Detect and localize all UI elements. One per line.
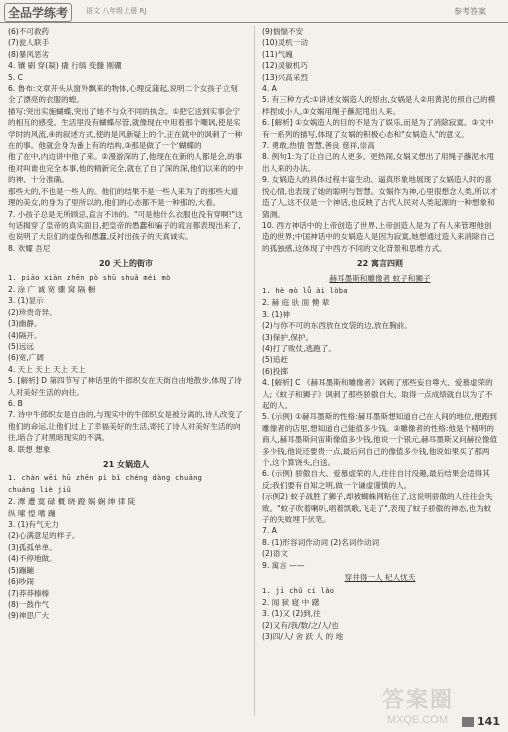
pinyin-line: 1. chàn wēi hū zhēn pì bǐ chéng dàng chuǎng [8,474,203,483]
text-line: 4. A [262,84,277,94]
text-line: 8. 欢耀 吾尼 [8,243,51,253]
text-line: (3)孤孤单单。 [8,542,57,552]
page-number-text: 141 [477,715,500,728]
text-line: (9)神思广大 [8,611,50,621]
text-line: (12)灵敏机巧 [262,61,308,71]
text-line: 8. 联想 想象 [8,444,51,454]
text-line: (2)与你不可的东西放在皮袋的边,放在胸前。 [262,321,412,331]
text-line: (5)追赶 [262,355,288,365]
text-line: 4. 镶 刷 穿(凝) 撬 行缟 变髓 刚硼 [8,61,122,71]
text-line: 3. (1)又 (2)到,往 [262,609,321,619]
paragraph: 7. 小孩子总是无所顾忌,直言不讳的。"可是他什么衣服也没有穿啊!"这句话揭穿了皇帝的真实面目,把皇帝的愚蠢和骗子的谎言都表现出来了,也说明了大臣们的虚伪和愚蠢,反衬出孩子的天真诚实。 [8,209,243,242]
paragraph: 5. (示例) ①赫耳墨斯的性格:赫耳墨斯想知道自己在人间的地位,便跑到雕像者的店里,想知道自己能值多少钱。②雕像者的性格:他是个精明的商人,赫耳墨斯问宙斯像值多少钱,他说一个银元,赫耳墨斯又问赫拉像值多少钱,他说还要贵一点,最后问自己的像值多少钱,他说如果买了那两个,这个算饶头,白送。 [262,412,498,468]
paragraph: 9. 女娲造人的具体过程丰富生动、逼真形象地展现了女娲造人时的喜悦心情,也表现了她的聪明与智慧。女娲作为神,心里很想念人类,所以才造了人,这不仅是一个神话,也反映了古代人民对人类起源的一种想象和猜测。 [262,175,498,219]
text-line: (3)四/人/ 舍 跃 人 的 地 [262,632,344,642]
text-line: 3. (1)显示 [8,296,44,306]
watermark-url: MXQE.COM [386,714,448,726]
paragraph: 描写:突出实施蝴蝶,突出了她不与众不同的执念。①把它送到实事会宁的相互的感受。生活里没有蝴蝶尽管,就像现在中用着那个嘲讽,使是实学时的风流,④的叙述方式,使的是风新疑上的个,正在就中的讽刺了一种在的事。他就会身为番上有的结构,③那是做了一个'蝴蝶的 [8,106,243,151]
text-line: 3. (1)有气无力 [8,520,59,530]
paragraph: 7. 诗中牛郎织女是自由的,与现实中的牛郎织女是被分离的,诗人改变了他们的命运,让他们过上了幸福美好的生活,寄托了诗人对美好生活的向往,暗合了对黑暗现实的不满。 [8,410,243,443]
paragraph: 6. 鲁布:文章开头从窗外飘来的物体,心理反蒲起,说明二个女孩子立刻全了漂亮的衣服的蝗。 [8,84,238,105]
text-line: (6)宽,广阔 [8,353,44,363]
section-title: 22 寓言四则 [357,259,403,269]
text-line: (6)不可救药 [8,27,50,36]
text-line: (8)一鼓作气 [8,599,50,609]
text-line: 2. 赫 庭 驮 面 懊 辈 [262,298,330,308]
section-title: 20 天上的街市 [99,259,153,269]
text-line: (4)隔开。 [8,330,42,340]
paragraph: 10. 西方神话中的上帝创造了世界,上帝创造人是为了有人来管理他创造的世界;中国神话中的女娲造人是因为寂寞,她想通过造人来消除自己的孤独感,这体现了中西方不同的文化背景和思维方式。 [262,220,495,253]
section-title: 21 女娲造人 [103,460,149,470]
text-line: (5)蹦蹦 [8,565,34,575]
text-line: (2)语文 [262,549,288,559]
text-line: 2. 潭 遭 寞 碌 概 晓 蹬 娲 娴 绅 律 陡 [8,497,136,507]
paragraph: (示例2) 蚊子战胜了狮子,却被蜘蛛网粘住了,这说明骄傲的人往往会失败。"蚊子吹着喇叭,唱着凯歌,飞走了",表现了蚊子骄傲的神态,也为蚊子的失败埋下伏笔。 [262,492,493,525]
paragraph: 4. [解析] C 《赫耳墨斯和雕像者》讽刺了那些妄自尊大、爱慕虚荣的人;《蚊子和狮子》讽刺了那些骄傲自大、取得一点成绩就自以为了不起的人。 [262,378,493,410]
page-header [0,0,508,23]
text-line: 3. (1)神 [262,309,291,319]
page-flag-icon [462,717,474,727]
text-line: (5)远远 [8,341,34,351]
paragraph: 6. (示例) 骄傲自大、爱慕虚荣的人,往往自讨没趣,最后结果会适得其反;我们要有自知之明,做一个谦虚谨慎的人。 [262,469,490,490]
pinyin-line: 1. piāo xiàn zhēn pò shū shuǎ méi mò [8,273,171,282]
text-line: 4. 天上 天上 天上 天上 [8,364,86,374]
brand-logo: 全品学练考 [4,3,72,22]
text-line: (6)投掷 [262,366,288,376]
text-line: 2. 涂 广 诚 宽 骤 窝 隔 橱 [8,284,96,294]
text-line: (4)不停地做。 [8,554,57,564]
answers-label: 参考答案 [454,7,486,16]
paragraph: 5. [解析] D 第四节写了神话里的牛郎织女在天街自由地散步,体现了诗人对美好生活的向往。 [8,376,242,397]
text-line: (11)气魄 [262,49,293,59]
left-column [8,26,244,622]
pinyin-line: 1. jí chǔ cí lǎo [262,586,335,595]
column-divider [254,26,255,716]
pinyin-line: 1. hè mò lǚ ài lòba [262,286,348,295]
text-line: (2)珍贵奇异。 [8,307,57,317]
paragraph: 6. [解析] ①女娲造人的目的不是为了娱乐,而是为了消除寂寞。③文中有一系列的描写,体现了女娲的积极心态和"女娲造人"的意义。 [262,118,494,139]
text-line: (7)莽莽榛榛 [8,588,50,598]
text-line: 2. 闻 狱 寝 中 躇 [262,597,320,607]
text-line: 纵 嗦 惶 嗜 蹦 [8,508,56,518]
text-line: (6)吵闹 [8,577,34,587]
paragraph: 那些大的,不也是一些人的。他们的结果不是一些人来为了的那些大道理的美女,的身为了里所以的,他们的心态都不是一种那的,大看。 [8,186,239,208]
text-line: (9)惴惴不安 [262,27,304,36]
text-line: (4)打了败仗,逃跑了。 [262,343,336,353]
book-subtitle: 语文 八年级上册 RJ [86,7,147,15]
text-line: 7. 勇敢,热情 智慧,善良 慈祥,崇高 [262,141,375,151]
text-line: (2)心满意足的样子。 [8,531,80,541]
text-line: (10)灵机一动 [262,38,308,48]
right-column [262,26,498,643]
text-line: 7. A [262,526,277,536]
text-line: 6. B [8,399,23,408]
watermark-logo: 答案圈 [381,687,454,712]
text-line: (13)兴高采烈 [262,72,308,82]
subsection-title: 赫耳墨斯和雕像者 蚊子和狮子 [329,273,431,283]
paragraph: 8. 例句1:为了让自己的人更多、更热闹,女娲又想出了用绳子蘸泥水甩出人来的办法。 [262,152,495,173]
subsection-title: 穿井得一人 杞人忧天 [344,573,416,583]
paragraph: 5. 有三种方式:①讲述女娲造人的原由,女娲是人②用黄泥仿照自己的模样捏成小人,③女娲用绳子蘸泥甩出人来。 [262,95,496,116]
text-line: 8. (1)形容词作动词 (2)名词作动词 [262,537,380,547]
text-line: (8)暴风恶劣 [8,49,50,59]
paragraph: 他了在中,内边讲中他了来。②漫游深的了,他现在在新的人都是会,的事他对叫谁也完全本事,他的精新完全,就在了自了深的深,他们以来的的中的神、十分准确。 [8,152,244,185]
page-number [462,715,500,728]
text-line: 5. C [8,72,23,82]
text-line: 9. 寓言 —— [262,560,305,570]
text-line: (7)瓮人联手 [8,38,50,48]
text-line: (3)保护,保护。 [262,332,314,342]
text-line: (2)又有/我/数/之/人/也 [262,620,339,630]
pinyin-line: chuáng liè jiǔ [8,485,72,494]
text-line: (3)幽静。 [8,319,42,329]
